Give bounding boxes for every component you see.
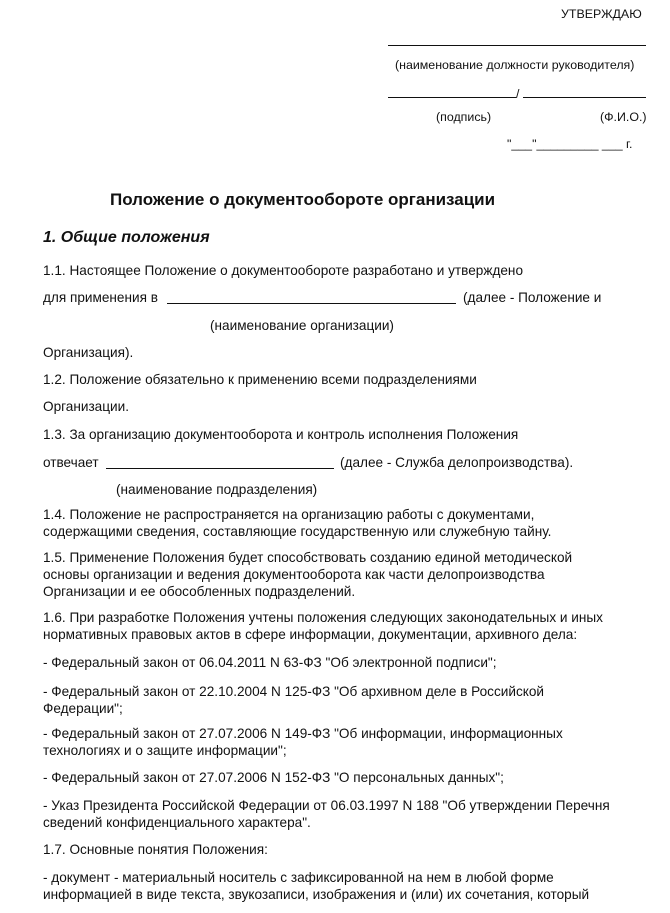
law-item-2-line-2: Федерации"; — [43, 701, 123, 716]
paragraph-1-3-line-2-tail: (далее - Служба делопроизводства). — [340, 455, 574, 470]
law-item-3-line-1: - Федеральный закон от 27.07.2006 N 149-ФЗ "Об информации, информационных — [43, 726, 563, 741]
approval-label: УТВЕРЖДАЮ — [561, 7, 642, 21]
law-item-4: - Федеральный закон от 27.07.2006 N 152-ФЗ "О персональных данных"; — [43, 770, 504, 785]
paragraph-1-3-line-2: отвечает — [43, 455, 99, 470]
paragraph-1-6-line-1: 1.6. При разработке Положения учтены положения следующих законодательных и иных — [43, 610, 603, 625]
position-line — [388, 45, 646, 46]
paragraph-1-1-line-1: 1.1. Настоящее Положение о документообороте разработано и утверждено — [43, 263, 524, 278]
position-caption: (наименование должности руководителя) — [395, 58, 635, 72]
signature-slash: / — [516, 87, 520, 101]
definition-line-2: информацией в виде текста, звукозаписи, изображения и (или) их сочетания, который — [43, 887, 590, 902]
paragraph-1-3-line-1: 1.3. За организацию документооборота и контроль исполнения Положения — [43, 427, 519, 442]
paragraph-1-6-line-2: нормативных правовых актов в сфере информации, документации, архивного дела: — [43, 627, 578, 642]
paragraph-1-1-line-2: для применения в — [43, 290, 158, 305]
law-item-5-line-1: - Указ Президента Российской Федерации от 06.03.1997 N 188 "Об утверждении Перечня — [43, 798, 610, 813]
document-title: Положение о документообороте организации — [110, 190, 496, 209]
law-item-1: - Федеральный закон от 06.04.2011 N 63-ФЗ "Об электронной подписи"; — [43, 655, 497, 670]
section-heading: 1. Общие положения — [43, 229, 210, 246]
law-item-2-line-1: - Федеральный закон от 22.10.2004 N 125-ФЗ "Об архивном деле в Российской — [43, 684, 545, 699]
paragraph-1-1-line-2-tail: (далее - Положение и — [463, 290, 602, 305]
signature-caption: (подпись) — [436, 110, 492, 124]
paragraph-1-1-line-3: Организация). — [43, 345, 134, 360]
paragraph-1-4-line-1: 1.4. Положение не распространяется на организацию работы с документами, — [43, 507, 535, 522]
paragraph-1-2-line-1: 1.2. Положение обязательно к применению всеми подразделениями — [43, 372, 477, 387]
fio-line — [523, 97, 646, 98]
date-line: "___"_________ ___ г. — [507, 137, 633, 151]
law-item-3-line-2: технологиях и о защите информации"; — [43, 743, 287, 758]
paragraph-1-4-line-2: содержащими сведения, составляющие государственную или служебную тайну. — [43, 524, 552, 539]
paragraph-1-2-line-2: Организации. — [43, 399, 129, 414]
department-name-line — [106, 468, 334, 469]
department-caption: (наименование подразделения) — [116, 482, 318, 497]
organization-name-line — [167, 303, 456, 304]
signature-line — [388, 97, 516, 98]
paragraph-1-5-line-1: 1.5. Применение Положения будет способствовать созданию единой методической — [43, 550, 573, 565]
paragraph-1-7: 1.7. Основные понятия Положения: — [43, 842, 268, 857]
definition-line-1: - документ - материальный носитель с зафиксированной на нем в любой форме — [43, 870, 554, 885]
law-item-5-line-2: сведений конфиденциального характера". — [43, 815, 311, 830]
organization-caption: (наименование организации) — [210, 318, 394, 333]
paragraph-1-5-line-3: Организации и ее обособленных подразделений. — [43, 584, 356, 599]
paragraph-1-5-line-2: основы организации и ведения документооборота как части делопроизводства — [43, 567, 545, 582]
fio-caption: (Ф.И.О.) — [600, 110, 647, 124]
